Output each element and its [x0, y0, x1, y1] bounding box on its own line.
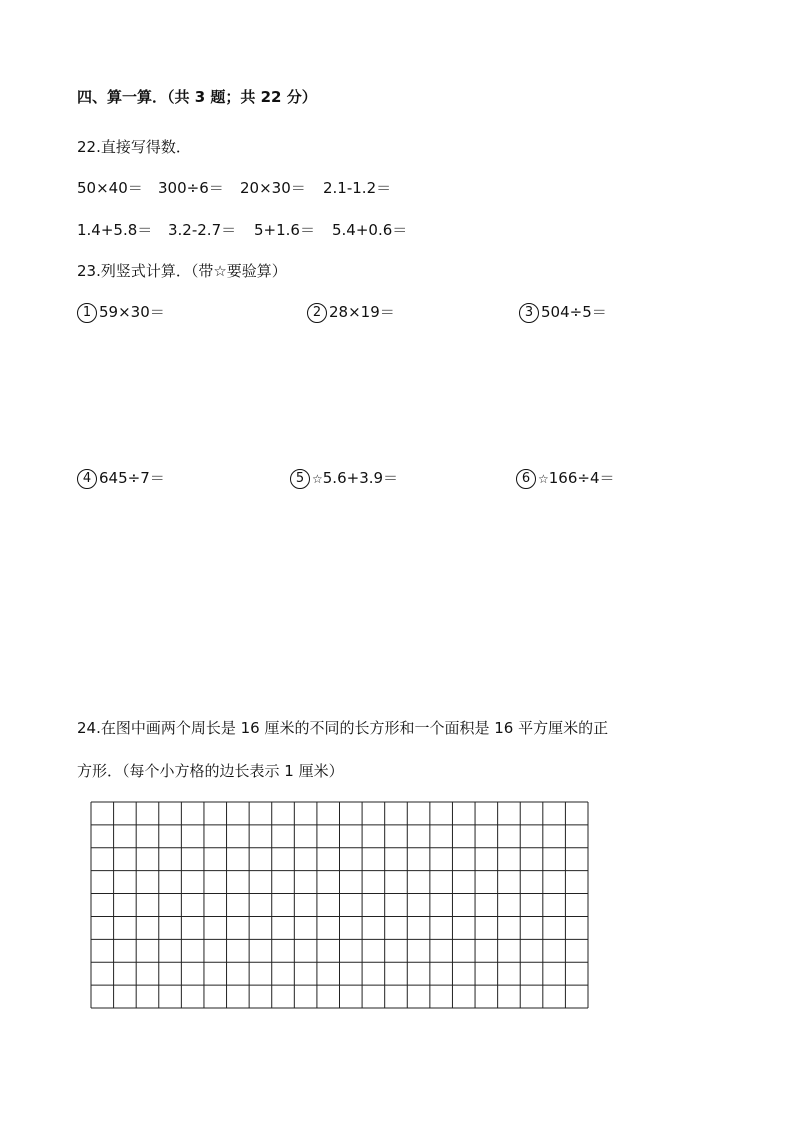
circled-number: 4: [77, 469, 97, 489]
circled-number: 3: [519, 303, 539, 323]
q23-item-3: [519, 302, 607, 323]
q23-title: 23.列竖式计算．（带☆要验算）: [77, 262, 287, 280]
q22-expr-3: 20×30＝: [240, 179, 306, 197]
q22-expr-7: 5+1.6＝: [254, 221, 315, 239]
star-icon: ☆: [312, 472, 323, 486]
q23-expr: 5.6+3.9＝: [322, 469, 399, 487]
q23-item-4: [77, 468, 165, 489]
q23-item-2: [307, 302, 395, 323]
circled-number: 2: [307, 303, 327, 323]
q23-expr: 645÷7＝: [99, 469, 165, 487]
circled-number: 5: [290, 469, 310, 489]
q23-expr: 166÷4＝: [548, 469, 615, 487]
q23-item-6: [516, 468, 615, 489]
q23-item-5: [290, 468, 398, 489]
q23-expr: 504÷5＝: [541, 303, 607, 321]
q22-expr-1: 50×40＝: [77, 179, 143, 197]
square-grid: [90, 801, 589, 1009]
section-title: 四、算一算．（共 3 题；共 22 分）: [77, 88, 317, 106]
circled-number: 1: [77, 303, 97, 323]
q23-item-1: [77, 302, 165, 323]
q24-line-2: 方形．（每个小方格的边长表示 1 厘米）: [77, 762, 344, 780]
q22-expr-8: 5.4+0.6＝: [332, 221, 408, 239]
q22-title: 22.直接写得数．: [77, 138, 191, 156]
star-icon: ☆: [538, 472, 549, 486]
circled-number: 6: [516, 469, 536, 489]
q23-expr: 28×19＝: [329, 303, 395, 321]
q22-expr-6: 3.2-2.7＝: [168, 221, 237, 239]
q22-expr-4: 2.1-1.2＝: [323, 179, 392, 197]
q23-expr: 59×30＝: [99, 303, 165, 321]
q22-expr-5: 1.4+5.8＝: [77, 221, 153, 239]
q24-line-1: 24.在图中画两个周长是 16 厘米的不同的长方形和一个面积是 16 平方厘米的正: [77, 719, 609, 737]
q22-expr-2: 300÷6＝: [158, 179, 224, 197]
